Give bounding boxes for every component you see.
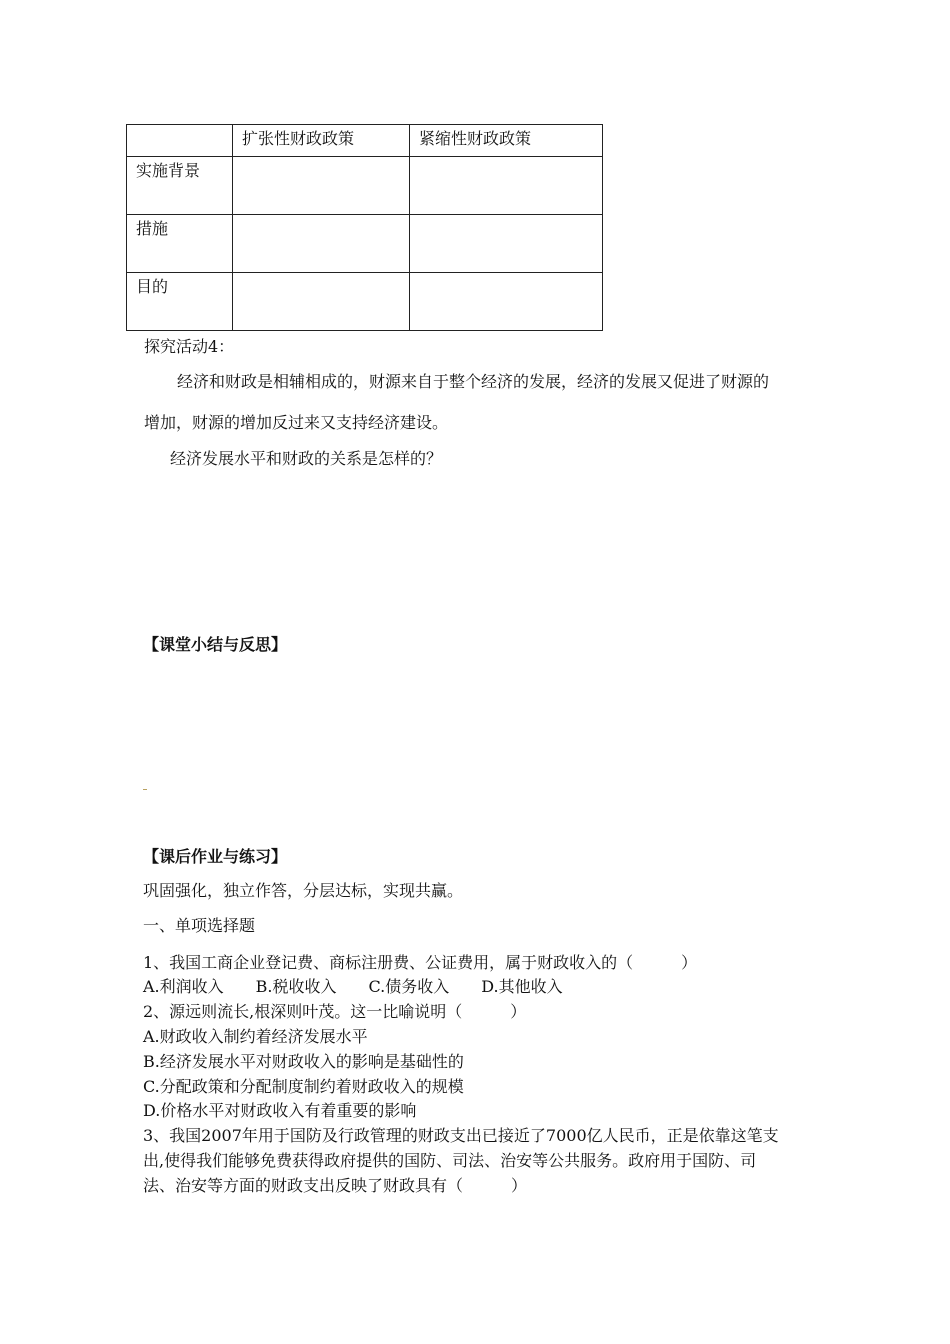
question-2-stem: 2、源远则流长,根深则叶茂。这一比喻说明（ ） bbox=[143, 1002, 527, 1021]
question-2-option-a: A.财政收入制约着经济发展水平 bbox=[143, 1027, 368, 1046]
activity4-paragraph-line1: 经济和财政是相辅相成的，财源来自于整个经济的发展，经济的发展又促进了财源的 bbox=[177, 372, 770, 391]
table-row bbox=[127, 157, 603, 215]
table-row bbox=[127, 273, 603, 331]
table-cell bbox=[233, 273, 410, 331]
header-contractionary-policy: 紧缩性财政政策 bbox=[410, 125, 603, 157]
table-header-row bbox=[127, 125, 603, 157]
table-cell bbox=[233, 157, 410, 215]
question-2-option-d: D.价格水平对财政收入有着重要的影响 bbox=[143, 1101, 417, 1120]
homework-heading: 【课后作业与练习】 bbox=[143, 847, 288, 866]
table-cell bbox=[233, 215, 410, 273]
section-title-single-choice: 一、单项选择题 bbox=[143, 916, 256, 935]
table-corner-cell bbox=[127, 125, 233, 157]
table-cell bbox=[410, 273, 603, 331]
question-3-line3: 法、治安等方面的财政支出反映了财政具有（ ） bbox=[143, 1176, 528, 1195]
question-2-option-b: B.经济发展水平对财政收入的影响是基础性的 bbox=[143, 1052, 464, 1071]
question-3-line1: 3、我国2007年用于国防及行政管理的财政支出已接近了7000亿人民币，正是依靠这笔支 bbox=[143, 1126, 779, 1145]
table-cell bbox=[410, 215, 603, 273]
activity4-question: 经济发展水平和财政的关系是怎样的？ bbox=[170, 449, 443, 468]
table-row bbox=[127, 215, 603, 273]
summary-heading: 【课堂小结与反思】 bbox=[143, 635, 288, 654]
header-expansionary-policy: 扩张性财政政策 bbox=[233, 125, 410, 157]
question-1-stem: 1、我国工商企业登记费、商标注册费、公证费用，属于财政收入的（ ） bbox=[143, 953, 698, 972]
question-2-option-c: C.分配政策和分配制度制约着财政收入的规模 bbox=[143, 1077, 464, 1096]
activity4-paragraph-line2: 增加，财源的增加反过来又支持经济建设。 bbox=[144, 413, 449, 432]
question-1-options: A.利润收入 B.税收收入 C.债务收入 D.其他收入 bbox=[143, 977, 563, 996]
row-label-measures: 措施 bbox=[127, 215, 233, 273]
activity4-title: 探究活动4： bbox=[144, 337, 235, 356]
row-label-background: 实施背景 bbox=[127, 157, 233, 215]
stray-mark bbox=[143, 789, 147, 790]
question-3-line2: 出,使得我们能够免费获得政府提供的国防、司法、治安等公共服务。政府用于国防、司 bbox=[143, 1151, 757, 1170]
table-cell bbox=[410, 157, 603, 215]
row-label-purpose: 目的 bbox=[127, 273, 233, 331]
homework-intro: 巩固强化，独立作答，分层达标，实现共赢。 bbox=[143, 881, 464, 900]
policy-comparison-table bbox=[126, 124, 603, 331]
